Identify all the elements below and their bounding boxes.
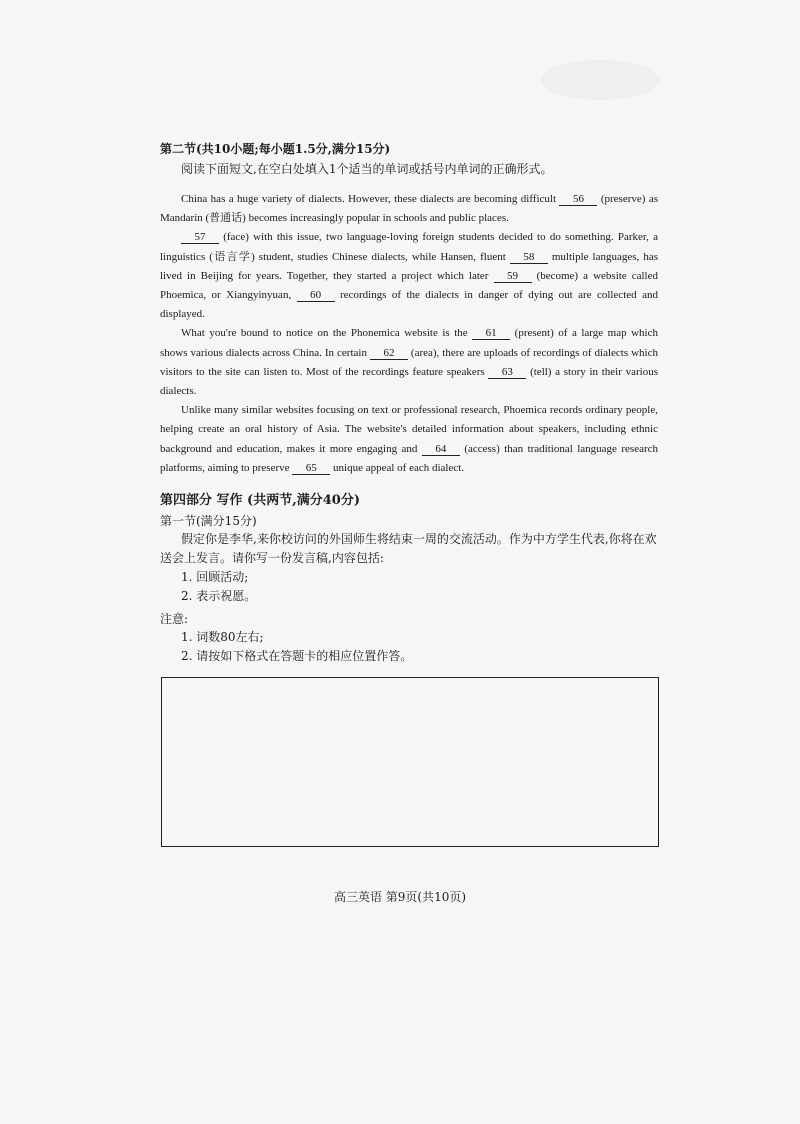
blank-58: 58 (510, 251, 548, 264)
writing-prompt (160, 530, 660, 606)
prompt-point-1: 1. 回顾活动; (181, 570, 249, 584)
passage-paragraph-3: What you're bound to notice on the Phonemica website is the 61 (present) of a large map which shows various dialects across China. In certain 62 (area), there are uploads of recordings of dialects which visitors to the site can listen to. Most of the recordings feature speakers 63 (tell) a story in their various dialects. (160, 327, 658, 398)
note-item-1: 1. 词数80左右; (181, 630, 264, 644)
scan-smudge (540, 60, 660, 100)
blank-63: 63 (488, 366, 526, 379)
part-four-heading: 第四部分 写作 (共两节,满分40分) (160, 493, 360, 508)
blank-61: 61 (472, 327, 510, 340)
notes-list (181, 628, 412, 666)
blank-60: 60 (297, 289, 335, 302)
page-footer: 高三英语 第9页(共10页) (333, 890, 467, 904)
prompt-point-2: 2. 表示祝愿。 (181, 589, 257, 603)
prompt-text: 假定你是李华,来你校访问的外国师生将结束一周的交流活动。作为中方学生代表,你将在欢送会上发言。请你写一份发言稿,内容包括: (160, 532, 657, 565)
note-item-2: 2. 请按如下格式在答题卡的相应位置作答。 (181, 649, 413, 663)
passage-paragraph-4: Unlike many similar websites focusing on text or professional research, Phoemica records ordinary people, helping create an oral history of Asia. The website's detailed information about speakers, including ethnic background and education, makes it more engaging and 64 (access) than traditional language research platforms, aiming to preserve 65 unique appeal of each dialect. (160, 404, 659, 474)
blank-56: 56 (559, 193, 597, 206)
passage-paragraph-2: 57 (face) with this issue, two language-loving foreign students decided to do something. Parker, a linguistics (语言学) student, studies Chinese dialects, while Hansen, fluent 58 multiple languages, has lived in Beijing for years. Together, they started a project which later 59 (become) a website called Phoemica, or Xiangyinyuan, 60 recordings of the dialects in danger of dying out are collected and displayed. (160, 231, 658, 321)
section-instruction: 阅读下面短文,在空白处填入1个适当的单词或括号内单词的正确形式。 (181, 162, 553, 176)
cloze-passage (160, 190, 658, 478)
section-one-heading: 第一节(满分15分) (160, 514, 257, 528)
blank-59: 59 (494, 270, 532, 283)
answer-box[interactable] (161, 677, 659, 847)
notes-label: 注意: (160, 612, 189, 626)
blank-64: 64 (422, 443, 460, 456)
section-heading: 第二节(共10小题;每小题1.5分,满分15分) (160, 142, 391, 156)
blank-62: 62 (370, 347, 408, 360)
passage-paragraph-1: China has a huge variety of dialects. However, these dialects are becoming difficult 56 (preserve) as Mandarin (普通话) becomes increasingly popular in schools and public places. (160, 193, 658, 225)
blank-65: 65 (292, 462, 330, 475)
blank-57: 57 (181, 231, 219, 244)
